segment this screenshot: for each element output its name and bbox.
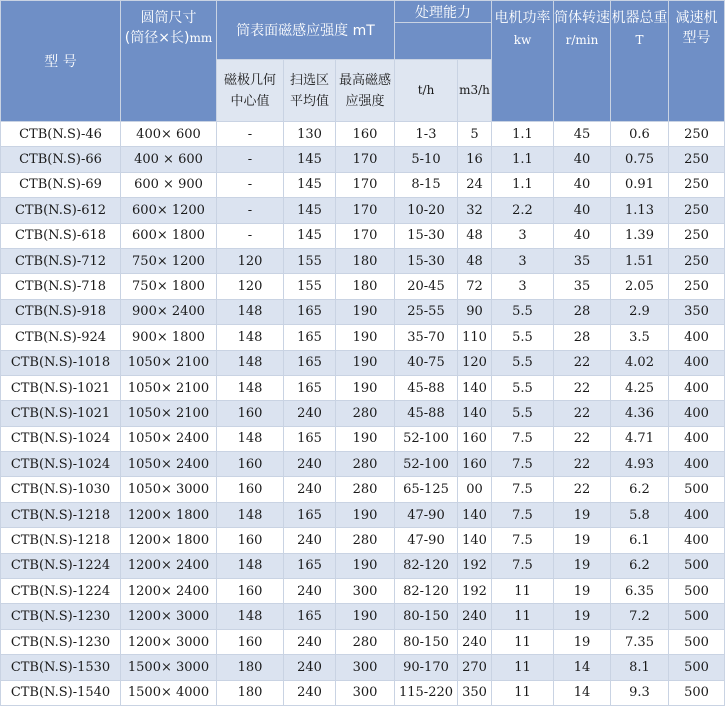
cell-model: CTB(N.S)-1224	[1, 579, 121, 604]
cell-reducer: 400	[669, 325, 725, 350]
cell-drum-size: 1050× 2400	[121, 452, 217, 477]
header-drum-speed: 筒体转速 r/min	[554, 1, 611, 122]
cell-capacity-th: 5-10	[395, 147, 458, 172]
cell-reducer: 500	[669, 553, 725, 578]
table-row	[1, 680, 725, 705]
cell-pole-center: -	[217, 198, 284, 223]
cell-total-weight: 1.51	[611, 248, 669, 273]
cell-model: CTB(N.S)-1021	[1, 375, 121, 400]
cell-drum-size: 600 × 900	[121, 172, 217, 197]
cell-sweep-avg: 240	[284, 629, 336, 654]
cell-capacity-m3h: 16	[458, 147, 492, 172]
cell-model: CTB(N.S)-1024	[1, 452, 121, 477]
header-drum-size: 圆筒尺寸 (筒径×长)mm	[121, 1, 217, 122]
cell-total-weight: 2.9	[611, 299, 669, 324]
cell-capacity-th: 47-90	[395, 502, 458, 527]
cell-total-weight: 3.5	[611, 325, 669, 350]
cell-drum-speed: 22	[554, 452, 611, 477]
cell-sweep-avg: 165	[284, 426, 336, 451]
cell-max-field: 190	[336, 426, 395, 451]
cell-reducer: 250	[669, 274, 725, 299]
cell-sweep-avg: 240	[284, 579, 336, 604]
cell-capacity-m3h: 72	[458, 274, 492, 299]
cell-reducer: 500	[669, 629, 725, 654]
cell-capacity-m3h: 90	[458, 299, 492, 324]
table-row	[1, 122, 725, 147]
cell-model: CTB(N.S)-712	[1, 248, 121, 273]
cell-drum-speed: 40	[554, 147, 611, 172]
table-row	[1, 604, 725, 629]
cell-sweep-avg: 130	[284, 122, 336, 147]
cell-max-field: 170	[336, 198, 395, 223]
cell-reducer: 500	[669, 604, 725, 629]
cell-drum-size: 1050× 2100	[121, 375, 217, 400]
cell-max-field: 280	[336, 477, 395, 502]
cell-drum-speed: 22	[554, 375, 611, 400]
cell-max-field: 170	[336, 147, 395, 172]
cell-drum-speed: 14	[554, 680, 611, 705]
header-model: 型 号	[1, 1, 121, 122]
cell-pole-center: 148	[217, 604, 284, 629]
cell-total-weight: 4.25	[611, 375, 669, 400]
cell-pole-center: 148	[217, 299, 284, 324]
cell-pole-center: 160	[217, 629, 284, 654]
table-row	[1, 299, 725, 324]
cell-drum-size: 1050× 2100	[121, 350, 217, 375]
cell-motor-power: 3	[492, 274, 554, 299]
cell-capacity-th: 90-170	[395, 655, 458, 680]
cell-capacity-th: 82-120	[395, 579, 458, 604]
cell-capacity-m3h: 140	[458, 375, 492, 400]
cell-pole-center: -	[217, 172, 284, 197]
cell-total-weight: 4.02	[611, 350, 669, 375]
header-pole-center: 磁极几何 中心值	[217, 60, 284, 122]
cell-drum-size: 750× 1800	[121, 274, 217, 299]
cell-capacity-m3h: 350	[458, 680, 492, 705]
cell-pole-center: 120	[217, 274, 284, 299]
cell-capacity-m3h: 120	[458, 350, 492, 375]
cell-capacity-m3h: 240	[458, 604, 492, 629]
cell-drum-speed: 28	[554, 299, 611, 324]
cell-capacity-m3h: 5	[458, 122, 492, 147]
cell-reducer: 400	[669, 401, 725, 426]
cell-total-weight: 8.1	[611, 655, 669, 680]
cell-drum-size: 1050× 2400	[121, 426, 217, 451]
cell-capacity-m3h: 00	[458, 477, 492, 502]
cell-motor-power: 5.5	[492, 401, 554, 426]
cell-drum-size: 1050× 3000	[121, 477, 217, 502]
cell-total-weight: 1.39	[611, 223, 669, 248]
cell-sweep-avg: 240	[284, 528, 336, 553]
cell-pole-center: 148	[217, 325, 284, 350]
cell-pole-center: 148	[217, 426, 284, 451]
cell-capacity-m3h: 240	[458, 629, 492, 654]
cell-max-field: 280	[336, 401, 395, 426]
table-header	[1, 1, 725, 122]
cell-pole-center: 160	[217, 477, 284, 502]
cell-motor-power: 2.2	[492, 198, 554, 223]
cell-sweep-avg: 155	[284, 248, 336, 273]
cell-capacity-m3h: 140	[458, 528, 492, 553]
cell-drum-speed: 22	[554, 477, 611, 502]
cell-total-weight: 4.71	[611, 426, 669, 451]
table-row	[1, 248, 725, 273]
cell-max-field: 190	[336, 375, 395, 400]
table-row	[1, 655, 725, 680]
cell-drum-size: 1200× 1800	[121, 502, 217, 527]
cell-motor-power: 7.5	[492, 477, 554, 502]
cell-capacity-th: 47-90	[395, 528, 458, 553]
cell-sweep-avg: 240	[284, 401, 336, 426]
header-capacity-th: t/h	[395, 60, 458, 122]
cell-reducer: 250	[669, 248, 725, 273]
cell-pole-center: 160	[217, 452, 284, 477]
cell-capacity-m3h: 270	[458, 655, 492, 680]
cell-total-weight: 1.13	[611, 198, 669, 223]
cell-max-field: 190	[336, 502, 395, 527]
cell-drum-size: 900× 1800	[121, 325, 217, 350]
cell-motor-power: 5.5	[492, 375, 554, 400]
cell-max-field: 280	[336, 528, 395, 553]
cell-sweep-avg: 145	[284, 223, 336, 248]
cell-capacity-th: 45-88	[395, 401, 458, 426]
cell-reducer: 400	[669, 350, 725, 375]
cell-sweep-avg: 165	[284, 350, 336, 375]
cell-reducer: 250	[669, 198, 725, 223]
cell-max-field: 160	[336, 122, 395, 147]
cell-motor-power: 7.5	[492, 502, 554, 527]
header-capacity-m3h: m3/h	[458, 60, 492, 122]
cell-pole-center: 148	[217, 375, 284, 400]
cell-capacity-th: 20-45	[395, 274, 458, 299]
header-capacity-spacer	[395, 23, 492, 60]
cell-model: CTB(N.S)-1030	[1, 477, 121, 502]
cell-max-field: 190	[336, 350, 395, 375]
cell-capacity-th: 52-100	[395, 452, 458, 477]
cell-drum-speed: 40	[554, 172, 611, 197]
cell-motor-power: 11	[492, 680, 554, 705]
cell-reducer: 500	[669, 477, 725, 502]
cell-sweep-avg: 165	[284, 604, 336, 629]
cell-drum-size: 750× 1200	[121, 248, 217, 273]
cell-model: CTB(N.S)-66	[1, 147, 121, 172]
cell-reducer: 350	[669, 299, 725, 324]
cell-motor-power: 1.1	[492, 147, 554, 172]
table-row	[1, 477, 725, 502]
cell-model: CTB(N.S)-918	[1, 299, 121, 324]
cell-total-weight: 5.8	[611, 502, 669, 527]
cell-drum-size: 400 × 600	[121, 147, 217, 172]
table-row	[1, 223, 725, 248]
cell-pole-center: 148	[217, 502, 284, 527]
cell-drum-speed: 19	[554, 604, 611, 629]
cell-pole-center: -	[217, 147, 284, 172]
cell-pole-center: -	[217, 223, 284, 248]
cell-total-weight: 0.91	[611, 172, 669, 197]
table-body	[1, 122, 725, 706]
cell-sweep-avg: 240	[284, 477, 336, 502]
table-row	[1, 553, 725, 578]
cell-max-field: 190	[336, 604, 395, 629]
cell-drum-size: 1200× 2400	[121, 553, 217, 578]
cell-reducer: 500	[669, 680, 725, 705]
cell-reducer: 400	[669, 426, 725, 451]
cell-motor-power: 11	[492, 604, 554, 629]
cell-model: CTB(N.S)-1540	[1, 680, 121, 705]
cell-motor-power: 5.5	[492, 325, 554, 350]
cell-motor-power: 5.5	[492, 350, 554, 375]
header-field-strength: 筒表面磁感应强度 mT	[217, 1, 395, 60]
cell-reducer: 400	[669, 375, 725, 400]
cell-total-weight: 7.35	[611, 629, 669, 654]
cell-capacity-th: 1-3	[395, 122, 458, 147]
table-row	[1, 350, 725, 375]
cell-sweep-avg: 165	[284, 502, 336, 527]
cell-capacity-m3h: 192	[458, 553, 492, 578]
cell-model: CTB(N.S)-1530	[1, 655, 121, 680]
table-row	[1, 172, 725, 197]
cell-motor-power: 3	[492, 248, 554, 273]
table-row	[1, 147, 725, 172]
cell-motor-power: 1.1	[492, 122, 554, 147]
cell-capacity-th: 25-55	[395, 299, 458, 324]
table-row	[1, 426, 725, 451]
table-row	[1, 528, 725, 553]
cell-capacity-th: 65-125	[395, 477, 458, 502]
cell-capacity-th: 10-20	[395, 198, 458, 223]
cell-motor-power: 7.5	[492, 553, 554, 578]
cell-reducer: 250	[669, 172, 725, 197]
cell-max-field: 170	[336, 172, 395, 197]
cell-reducer: 250	[669, 147, 725, 172]
cell-sweep-avg: 240	[284, 680, 336, 705]
cell-model: CTB(N.S)-1018	[1, 350, 121, 375]
cell-reducer: 400	[669, 452, 725, 477]
cell-capacity-th: 80-150	[395, 604, 458, 629]
header-motor-power: 电机功率 kw	[492, 1, 554, 122]
cell-capacity-th: 15-30	[395, 248, 458, 273]
cell-pole-center: 160	[217, 579, 284, 604]
cell-drum-size: 600× 1800	[121, 223, 217, 248]
cell-max-field: 190	[336, 325, 395, 350]
header-max-field: 最高磁感 应强度	[336, 60, 395, 122]
cell-capacity-m3h: 140	[458, 401, 492, 426]
cell-motor-power: 11	[492, 579, 554, 604]
cell-pole-center: 180	[217, 655, 284, 680]
table-row	[1, 375, 725, 400]
cell-total-weight: 6.1	[611, 528, 669, 553]
cell-model: CTB(N.S)-1024	[1, 426, 121, 451]
cell-model: CTB(N.S)-612	[1, 198, 121, 223]
cell-drum-size: 1200× 3000	[121, 629, 217, 654]
cell-capacity-m3h: 32	[458, 198, 492, 223]
cell-sweep-avg: 165	[284, 299, 336, 324]
header-capacity: 处理能力	[395, 1, 492, 23]
cell-capacity-m3h: 110	[458, 325, 492, 350]
cell-drum-speed: 19	[554, 579, 611, 604]
cell-model: CTB(N.S)-1224	[1, 553, 121, 578]
cell-model: CTB(N.S)-46	[1, 122, 121, 147]
cell-total-weight: 4.93	[611, 452, 669, 477]
cell-pole-center: -	[217, 122, 284, 147]
cell-drum-size: 600× 1200	[121, 198, 217, 223]
cell-drum-size: 1200× 1800	[121, 528, 217, 553]
header-sweep-avg: 扫选区 平均值	[284, 60, 336, 122]
cell-total-weight: 6.2	[611, 553, 669, 578]
header-total-weight: 机器总重 T	[611, 1, 669, 122]
cell-total-weight: 6.35	[611, 579, 669, 604]
cell-sweep-avg: 240	[284, 452, 336, 477]
cell-reducer: 250	[669, 122, 725, 147]
cell-max-field: 300	[336, 579, 395, 604]
table-row	[1, 629, 725, 654]
cell-max-field: 280	[336, 452, 395, 477]
cell-drum-speed: 14	[554, 655, 611, 680]
cell-drum-speed: 22	[554, 350, 611, 375]
cell-model: CTB(N.S)-1218	[1, 502, 121, 527]
cell-capacity-m3h: 48	[458, 248, 492, 273]
cell-sweep-avg: 145	[284, 172, 336, 197]
cell-capacity-m3h: 24	[458, 172, 492, 197]
cell-drum-speed: 19	[554, 528, 611, 553]
cell-max-field: 190	[336, 299, 395, 324]
cell-total-weight: 6.2	[611, 477, 669, 502]
cell-drum-size: 1500× 3000	[121, 655, 217, 680]
cell-max-field: 280	[336, 629, 395, 654]
cell-pole-center: 160	[217, 528, 284, 553]
cell-drum-speed: 35	[554, 248, 611, 273]
cell-drum-size: 1200× 2400	[121, 579, 217, 604]
cell-max-field: 190	[336, 553, 395, 578]
cell-reducer: 400	[669, 528, 725, 553]
cell-max-field: 300	[336, 655, 395, 680]
cell-reducer: 400	[669, 502, 725, 527]
cell-reducer: 500	[669, 579, 725, 604]
cell-model: CTB(N.S)-1230	[1, 604, 121, 629]
cell-drum-speed: 40	[554, 223, 611, 248]
cell-max-field: 180	[336, 248, 395, 273]
cell-drum-speed: 45	[554, 122, 611, 147]
cell-sweep-avg: 155	[284, 274, 336, 299]
cell-sweep-avg: 240	[284, 655, 336, 680]
cell-capacity-th: 115-220	[395, 680, 458, 705]
drum-speed-unit: r/min	[565, 33, 599, 47]
cell-capacity-th: 52-100	[395, 426, 458, 451]
cell-model: CTB(N.S)-1230	[1, 629, 121, 654]
cell-capacity-m3h: 160	[458, 452, 492, 477]
cell-drum-speed: 22	[554, 426, 611, 451]
table-row	[1, 401, 725, 426]
cell-sweep-avg: 165	[284, 553, 336, 578]
cell-capacity-th: 80-150	[395, 629, 458, 654]
cell-motor-power: 11	[492, 629, 554, 654]
cell-sweep-avg: 145	[284, 198, 336, 223]
cell-capacity-m3h: 140	[458, 502, 492, 527]
cell-pole-center: 180	[217, 680, 284, 705]
cell-model: CTB(N.S)-69	[1, 172, 121, 197]
cell-capacity-th: 40-75	[395, 350, 458, 375]
table-row	[1, 198, 725, 223]
motor-power-unit: kw	[513, 33, 532, 47]
cell-drum-size: 1500× 4000	[121, 680, 217, 705]
cell-capacity-th: 15-30	[395, 223, 458, 248]
cell-reducer: 250	[669, 223, 725, 248]
table-row	[1, 325, 725, 350]
cell-pole-center: 160	[217, 401, 284, 426]
cell-max-field: 300	[336, 680, 395, 705]
cell-pole-center: 120	[217, 248, 284, 273]
cell-total-weight: 4.36	[611, 401, 669, 426]
table-row	[1, 452, 725, 477]
cell-drum-size: 400× 600	[121, 122, 217, 147]
cell-motor-power: 5.5	[492, 299, 554, 324]
cell-max-field: 170	[336, 223, 395, 248]
cell-capacity-m3h: 48	[458, 223, 492, 248]
total-weight-unit: T	[635, 33, 644, 47]
cell-motor-power: 11	[492, 655, 554, 680]
cell-motor-power: 7.5	[492, 426, 554, 451]
cell-total-weight: 2.05	[611, 274, 669, 299]
cell-sweep-avg: 165	[284, 375, 336, 400]
cell-total-weight: 9.3	[611, 680, 669, 705]
cell-capacity-th: 35-70	[395, 325, 458, 350]
table-row	[1, 579, 725, 604]
header-reducer: 减速机 型号	[669, 1, 725, 122]
cell-motor-power: 7.5	[492, 452, 554, 477]
cell-capacity-m3h: 192	[458, 579, 492, 604]
cell-model: CTB(N.S)-618	[1, 223, 121, 248]
table-row	[1, 502, 725, 527]
cell-sweep-avg: 145	[284, 147, 336, 172]
cell-capacity-th: 45-88	[395, 375, 458, 400]
cell-capacity-m3h: 160	[458, 426, 492, 451]
cell-drum-size: 1200× 3000	[121, 604, 217, 629]
cell-capacity-th: 8-15	[395, 172, 458, 197]
cell-sweep-avg: 165	[284, 325, 336, 350]
cell-model: CTB(N.S)-924	[1, 325, 121, 350]
cell-total-weight: 0.75	[611, 147, 669, 172]
cell-drum-speed: 35	[554, 274, 611, 299]
cell-pole-center: 148	[217, 350, 284, 375]
cell-drum-speed: 19	[554, 553, 611, 578]
cell-motor-power: 3	[492, 223, 554, 248]
cell-total-weight: 7.2	[611, 604, 669, 629]
cell-motor-power: 1.1	[492, 172, 554, 197]
cell-drum-speed: 19	[554, 502, 611, 527]
cell-drum-speed: 28	[554, 325, 611, 350]
cell-drum-speed: 40	[554, 198, 611, 223]
cell-model: CTB(N.S)-718	[1, 274, 121, 299]
cell-reducer: 500	[669, 655, 725, 680]
table-row	[1, 274, 725, 299]
cell-model: CTB(N.S)-1021	[1, 401, 121, 426]
cell-drum-speed: 19	[554, 629, 611, 654]
cell-capacity-th: 82-120	[395, 553, 458, 578]
cell-drum-size: 900× 2400	[121, 299, 217, 324]
cell-model: CTB(N.S)-1218	[1, 528, 121, 553]
cell-total-weight: 0.6	[611, 122, 669, 147]
cell-drum-size: 1050× 2100	[121, 401, 217, 426]
cell-motor-power: 7.5	[492, 528, 554, 553]
cell-max-field: 180	[336, 274, 395, 299]
cell-drum-speed: 22	[554, 401, 611, 426]
cell-pole-center: 148	[217, 553, 284, 578]
